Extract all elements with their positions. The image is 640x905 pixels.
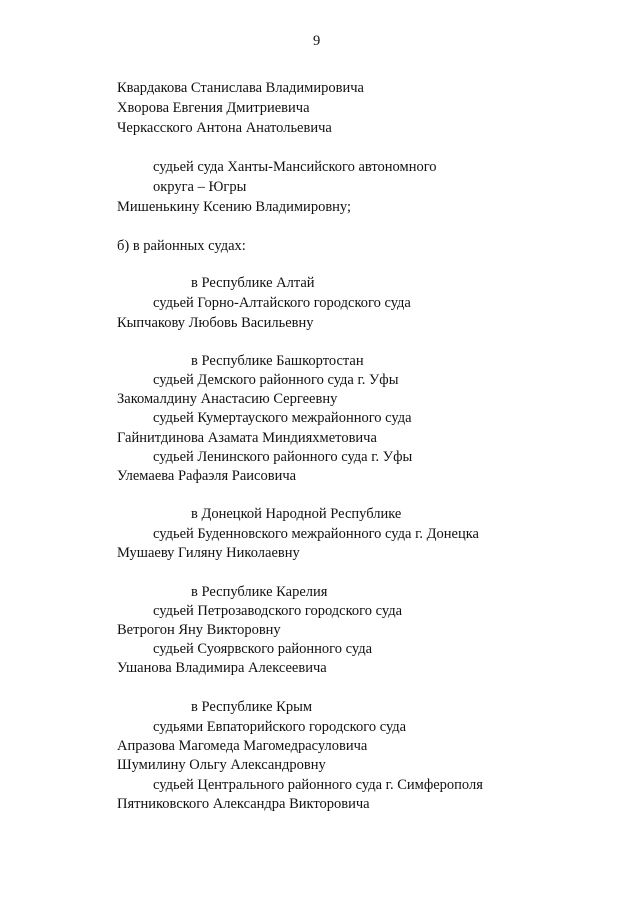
appointee-name: Черкасского Антона Анатольевича (117, 120, 332, 136)
section-heading-b: б) в районных судах: (117, 238, 246, 254)
court-heading-continuation: округа – Югры (153, 179, 247, 195)
court-heading: судьей Кумертауского межрайонного суда (153, 410, 412, 426)
court-heading: судьей Петрозаводского городского суда (153, 603, 403, 619)
region-heading: в Республике Башкортостан (191, 353, 364, 369)
appointee-name: Ветрогон Яну Викторовну (117, 622, 281, 638)
region-heading: в Республике Крым (191, 699, 312, 715)
region-heading: в Донецкой Народной Республике (191, 506, 402, 522)
region-heading: в Республике Алтай (191, 275, 315, 291)
court-heading: судьей Ленинского районного суда г. Уфы (153, 449, 413, 465)
appointee-name: Улемаева Рафаэля Раисовича (117, 468, 297, 484)
court-heading: судьей Центрального районного суда г. Симферополя (153, 777, 483, 793)
court-heading: судьей Суоярвского районного суда (153, 641, 373, 657)
appointee-name: Закомалдину Анастасию Сергеевну (117, 391, 338, 407)
appointee-name: Шумилину Ольгу Александровну (117, 757, 326, 773)
appointee-name: Мишенькину Ксению Владимировну; (117, 199, 352, 215)
court-heading: судьями Евпаторийского городского суда (153, 719, 407, 735)
region-heading: в Республике Карелия (191, 584, 328, 600)
appointee-name: Мушаеву Гиляну Николаевну (117, 545, 300, 561)
appointee-name: Квардакова Станислава Владимировича (117, 80, 364, 96)
court-heading: судьей Демского районного суда г. Уфы (153, 372, 399, 388)
court-heading: судьей Буденновского межрайонного суда г. Донецка (153, 526, 479, 542)
appointee-name: Ушанова Владимира Алексеевича (117, 660, 327, 676)
appointee-name: Кыпчакову Любовь Васильевну (117, 315, 314, 331)
court-heading: судьей суда Ханты-Мансийского автономного (153, 159, 437, 175)
appointee-name: Пятниковского Александра Викторовича (117, 796, 370, 812)
appointee-name: Апразова Магомеда Магомедрасуловича (117, 738, 368, 754)
page-number: 9 (313, 33, 321, 49)
appointee-name: Гайнитдинова Азамата Миндияхметовича (117, 430, 377, 446)
court-heading: судьей Горно-Алтайского городского суда (153, 295, 411, 311)
appointee-name: Хворова Евгения Дмитриевича (117, 100, 310, 116)
